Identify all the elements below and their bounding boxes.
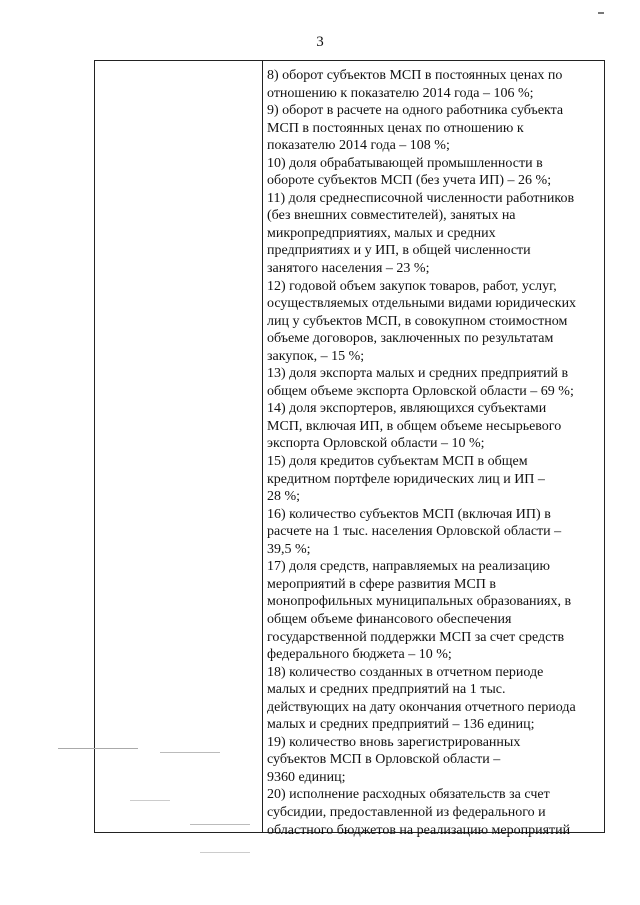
text-line: 10) доля обрабатывающей промышленности в [267,155,543,171]
text-line: 19) количество вновь зарегистрированных [267,734,521,750]
text-line: федерального бюджета – 10 %; [267,647,452,663]
text-line: 12) годовой объем закупок товаров, работ, услуг, [267,278,557,294]
text-line: закупок, – 15 %; [267,348,365,364]
text-line: 28 %; [267,489,301,505]
text-line: предприятиях и у ИП, в общей численности [267,243,531,259]
scan-artifact [200,852,250,853]
text-line: 11) доля среднесписочной численности работников [267,190,575,206]
text-line: 16) количество субъектов МСП (включая ИП) в [267,506,551,522]
text-line: обороте субъектов МСП (без учета ИП) – 26 %; [267,173,552,189]
text-line: 17) доля средств, направляемых на реализацию [267,559,550,575]
page-number: 3 [316,34,324,50]
text-line: 18) количество созданных в отчетном периоде [267,664,544,680]
text-line: малых и средних предприятий – 136 единиц; [267,717,535,733]
text-line: лиц у субъектов МСП, в совокупном стоимостном [267,313,568,329]
text-line: 15) доля кредитов субъектам МСП в общем [267,454,528,470]
table-cell-right-text [267,67,600,839]
text-line: МСП, включая ИП, в общем объеме несырьевого [267,418,562,434]
text-line: МСП в постоянных ценах по отношению к [267,120,524,136]
text-line: государственной поддержки МСП за счет средств [267,629,565,645]
scan-artifact [130,800,170,801]
text-line: субъектов МСП в Орловской области – [267,752,501,768]
text-line: расчете на 1 тыс. населения Орловской области – [267,524,562,540]
text-line: областного бюджетов на реализацию мероприятий [267,822,571,838]
text-line: 20) исполнение расходных обязательств за счет [267,787,550,803]
text-line: мероприятий в сфере развития МСП в [267,576,496,592]
text-line: 8) оборот субъектов МСП в постоянных ценах по [267,68,563,83]
text-line: занятого населения – 23 %; [267,261,430,277]
text-line: 9) оборот в расчете на одного работника субъекта [267,103,564,119]
column-divider [262,61,263,832]
text-line: 14) доля экспортеров, являющихся субъектами [267,401,547,417]
text-line: субсидии, предоставленной из федерального и [267,804,546,820]
scan-artifact [58,748,138,749]
text-line: осуществляемых отдельными видами юридических [267,296,577,312]
text-line: действующих на дату окончания отчетного периода [267,699,576,715]
scan-artifact [598,12,604,14]
text-line: (без внешних совместителей), занятых на [267,208,516,224]
scan-artifact [190,824,250,825]
text-line: объеме договоров, заключенных по результатам [267,331,554,347]
scan-artifact [160,752,220,753]
text-line: кредитном портфеле юридических лиц и ИП – [267,471,545,487]
text-line: общем объеме экспорта Орловской области – 69 %; [267,383,574,399]
text-line: монопрофильных муниципальных образованиях, в [267,594,572,610]
text-line: 39,5 %; [267,541,311,557]
text-line: 9360 единиц; [267,769,346,785]
text-line: показателю 2014 года – 108 %; [267,138,450,154]
text-line: микропредприятиях, малых и средних [267,225,496,241]
text-line: 13) доля экспорта малых и средних предприятий в [267,366,569,382]
text-line: отношению к показателю 2014 года – 106 %; [267,85,534,101]
table-cell-left-empty [95,61,262,832]
text-line: экспорта Орловской области – 10 %; [267,436,485,452]
text-line: общем объеме финансового обеспечения [267,611,512,627]
document-table [94,60,605,838]
text-line: малых и средних предприятий на 1 тыс. [267,682,506,698]
